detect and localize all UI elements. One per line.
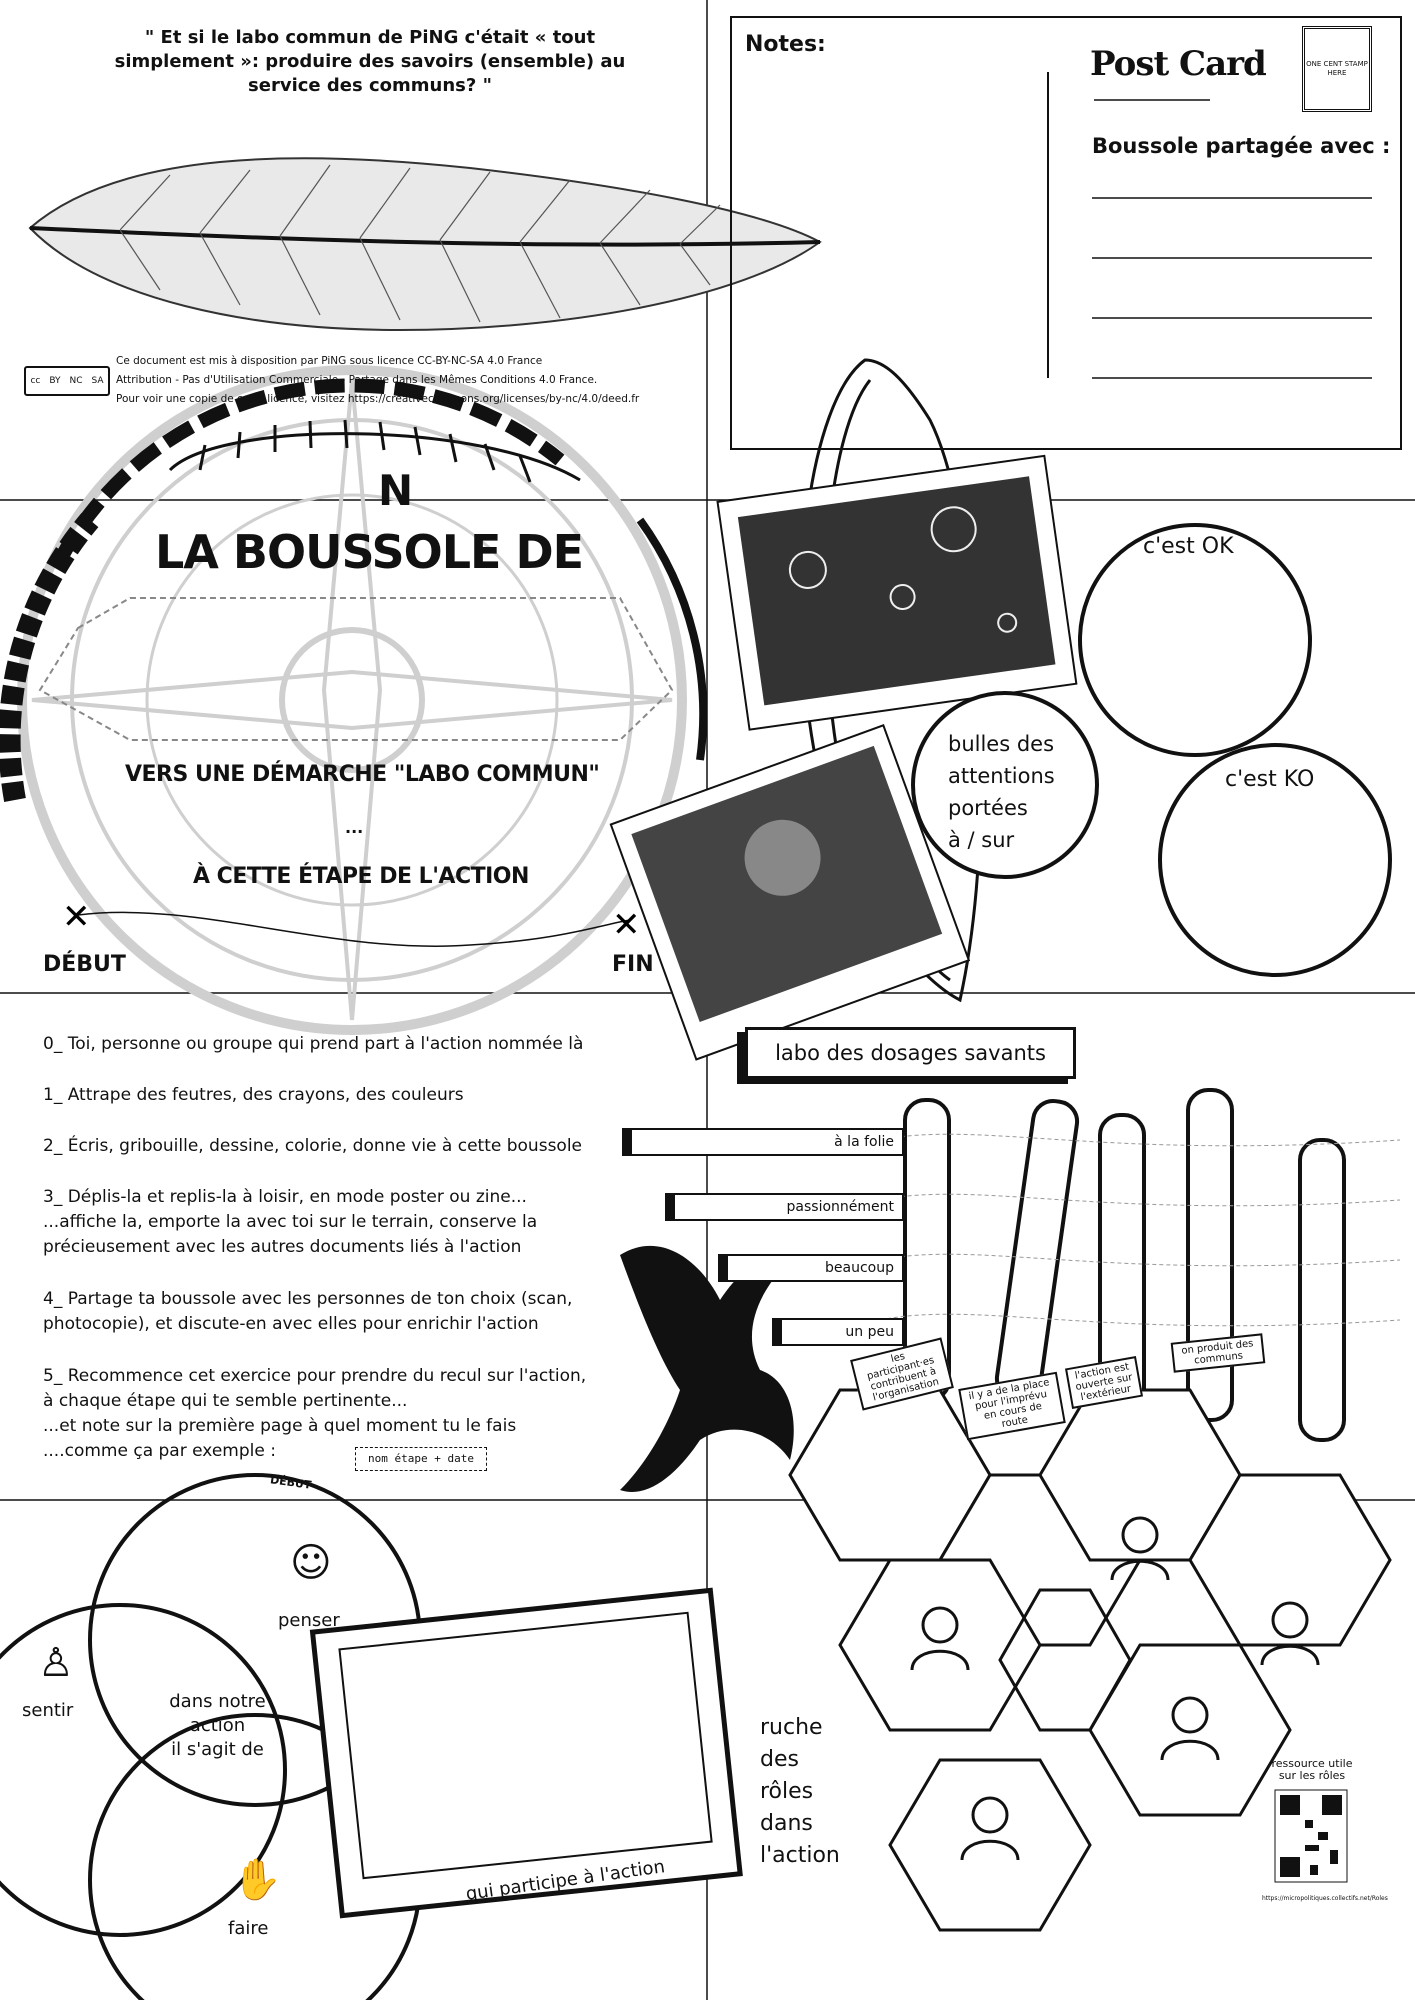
venn-center-text: dans notre action il s'agit de	[169, 1691, 266, 1760]
compass-subtitle-2: À CETTE ÉTAPE DE L'ACTION	[193, 864, 529, 889]
cc-by-icon: BY	[49, 376, 61, 386]
license-text	[116, 352, 676, 409]
participants-caption: qui participe à l'action	[464, 1856, 667, 1905]
tube-tag-ouverte: l'action est ouverte sur l'extérieur	[1065, 1356, 1143, 1409]
instruction-5: 5_ Recommence cet exercice pour prendre du recul sur l'action, à chaque étape qui te semble pertinente... ...et note sur la première page à quel moment tu le fais ....comme ça par exemple :	[43, 1366, 587, 1461]
leaf-illustration	[30, 158, 820, 330]
shared-with-label: Boussole partagée avec :	[1092, 134, 1391, 158]
intro-quote: " Et si le labo commun de PiNG c'était « tout simplement »: produire des savoirs (ensemble) au service des communs? "	[114, 27, 626, 96]
person-standing-icon: ♙	[38, 1640, 74, 1686]
attention-line: bulles des	[948, 732, 1055, 756]
cc-sa-icon: SA	[91, 376, 104, 386]
participants-frame	[313, 1590, 741, 1915]
instruction-0: 0_ Toi, personne ou groupe qui prend part à l'action nommée là	[43, 1034, 584, 1054]
tube-tag-participants: les participant·es contribuent à l'organisation	[850, 1337, 954, 1410]
cc-nc-icon: NC	[69, 376, 83, 386]
attention-bubble-text	[948, 728, 1055, 856]
head-icon: ☺	[290, 1540, 332, 1586]
dosage-title: labo des dosages savants	[745, 1027, 1076, 1079]
end-label: FIN	[612, 952, 654, 977]
example-start-label: DÉBUT	[269, 1473, 313, 1492]
venn-faire-label: faire	[228, 1918, 269, 1939]
end-cross: ✕	[612, 905, 641, 945]
resource-label: ressource utile sur les rôles	[1271, 1757, 1353, 1782]
compass-ellipsis: ...	[345, 818, 364, 837]
qr-code	[1275, 1790, 1347, 1882]
notes-label: Notes:	[745, 32, 826, 57]
instruction-4: 4_ Partage ta boussole avec les personnes de ton choix (scan, photocopie), et discute-en avec elles pour enrichir l'action	[43, 1289, 573, 1334]
compass-title: LA BOUSSOLE DE	[155, 525, 584, 579]
tube-tag-communs: on produit des communs	[1171, 1333, 1266, 1372]
stamp-placeholder: ONE CENT STAMP HERE	[1302, 26, 1372, 112]
ko-label: c'est KO	[1225, 767, 1315, 792]
start-label: DÉBUT	[43, 952, 126, 977]
venn-penser-label: penser	[278, 1610, 340, 1631]
license-line: Attribution - Pas d'Utilisation Commerciale - Partage dans les Mêmes Conditions 4.0 France.	[116, 374, 598, 386]
photo-bubbles	[718, 456, 1077, 730]
cc-license-badge[interactable]	[24, 366, 110, 396]
dosage-level-folie[interactable]: à la folie	[622, 1128, 904, 1156]
hive-title: ruche des rôles dans l'action	[760, 1715, 840, 1868]
cc-icon: cc	[30, 376, 41, 386]
compass-subtitle: VERS UNE DÉMARCHE "LABO COMMUN"	[125, 762, 600, 787]
ok-label: c'est OK	[1143, 534, 1234, 559]
postcard-frame	[731, 17, 1401, 449]
postcard-title: Post Card	[1090, 44, 1266, 84]
hands-icon: ✋	[232, 1857, 282, 1903]
instruction-1: 1_ Attrape des feutres, des crayons, des couleurs	[43, 1085, 464, 1105]
venn-sentir-label: sentir	[22, 1700, 74, 1721]
instruction-2: 2_ Écris, gribouille, dessine, colorie, donne vie à cette boussole	[43, 1136, 583, 1156]
license-line: Pour voir une copie de cette licence, visitez https://creativecommons.org/licenses/by-nc/4.0/deed.fr	[116, 393, 640, 405]
name-banner	[40, 598, 672, 740]
dosage-level-passionnement[interactable]: passionnément	[665, 1193, 904, 1221]
start-cross: ✕	[62, 897, 91, 937]
resource-url[interactable]: https://micropolitiques.collectifs.net/Roles	[1262, 1895, 1388, 1902]
dosage-level-beaucoup[interactable]: beaucoup	[718, 1254, 904, 1282]
attention-line: portées	[948, 796, 1028, 820]
north-letter: N	[378, 466, 414, 515]
ok-bubble[interactable]	[1080, 525, 1310, 755]
license-line: Ce document est mis à disposition par PiNG sous licence CC-BY-NC-SA 4.0 France	[116, 355, 543, 367]
journey-line	[78, 912, 630, 946]
attention-line: attentions	[948, 764, 1055, 788]
attention-line: à / sur	[948, 828, 1015, 852]
dosage-level-un-peu[interactable]: un peu	[772, 1318, 904, 1346]
step-name-field[interactable]: nom étape + date	[355, 1447, 487, 1471]
tube-tag-imprevu: il y a de la place pour l'imprévu en cours de route	[958, 1372, 1066, 1441]
instruction-3: 3_ Déplis-la et replis-la à loisir, en mode poster ou zine... ...affiche la, emporte la avec toi sur le terrain, conserve la précieusement avec les autres documents liés à l'action	[43, 1187, 538, 1257]
